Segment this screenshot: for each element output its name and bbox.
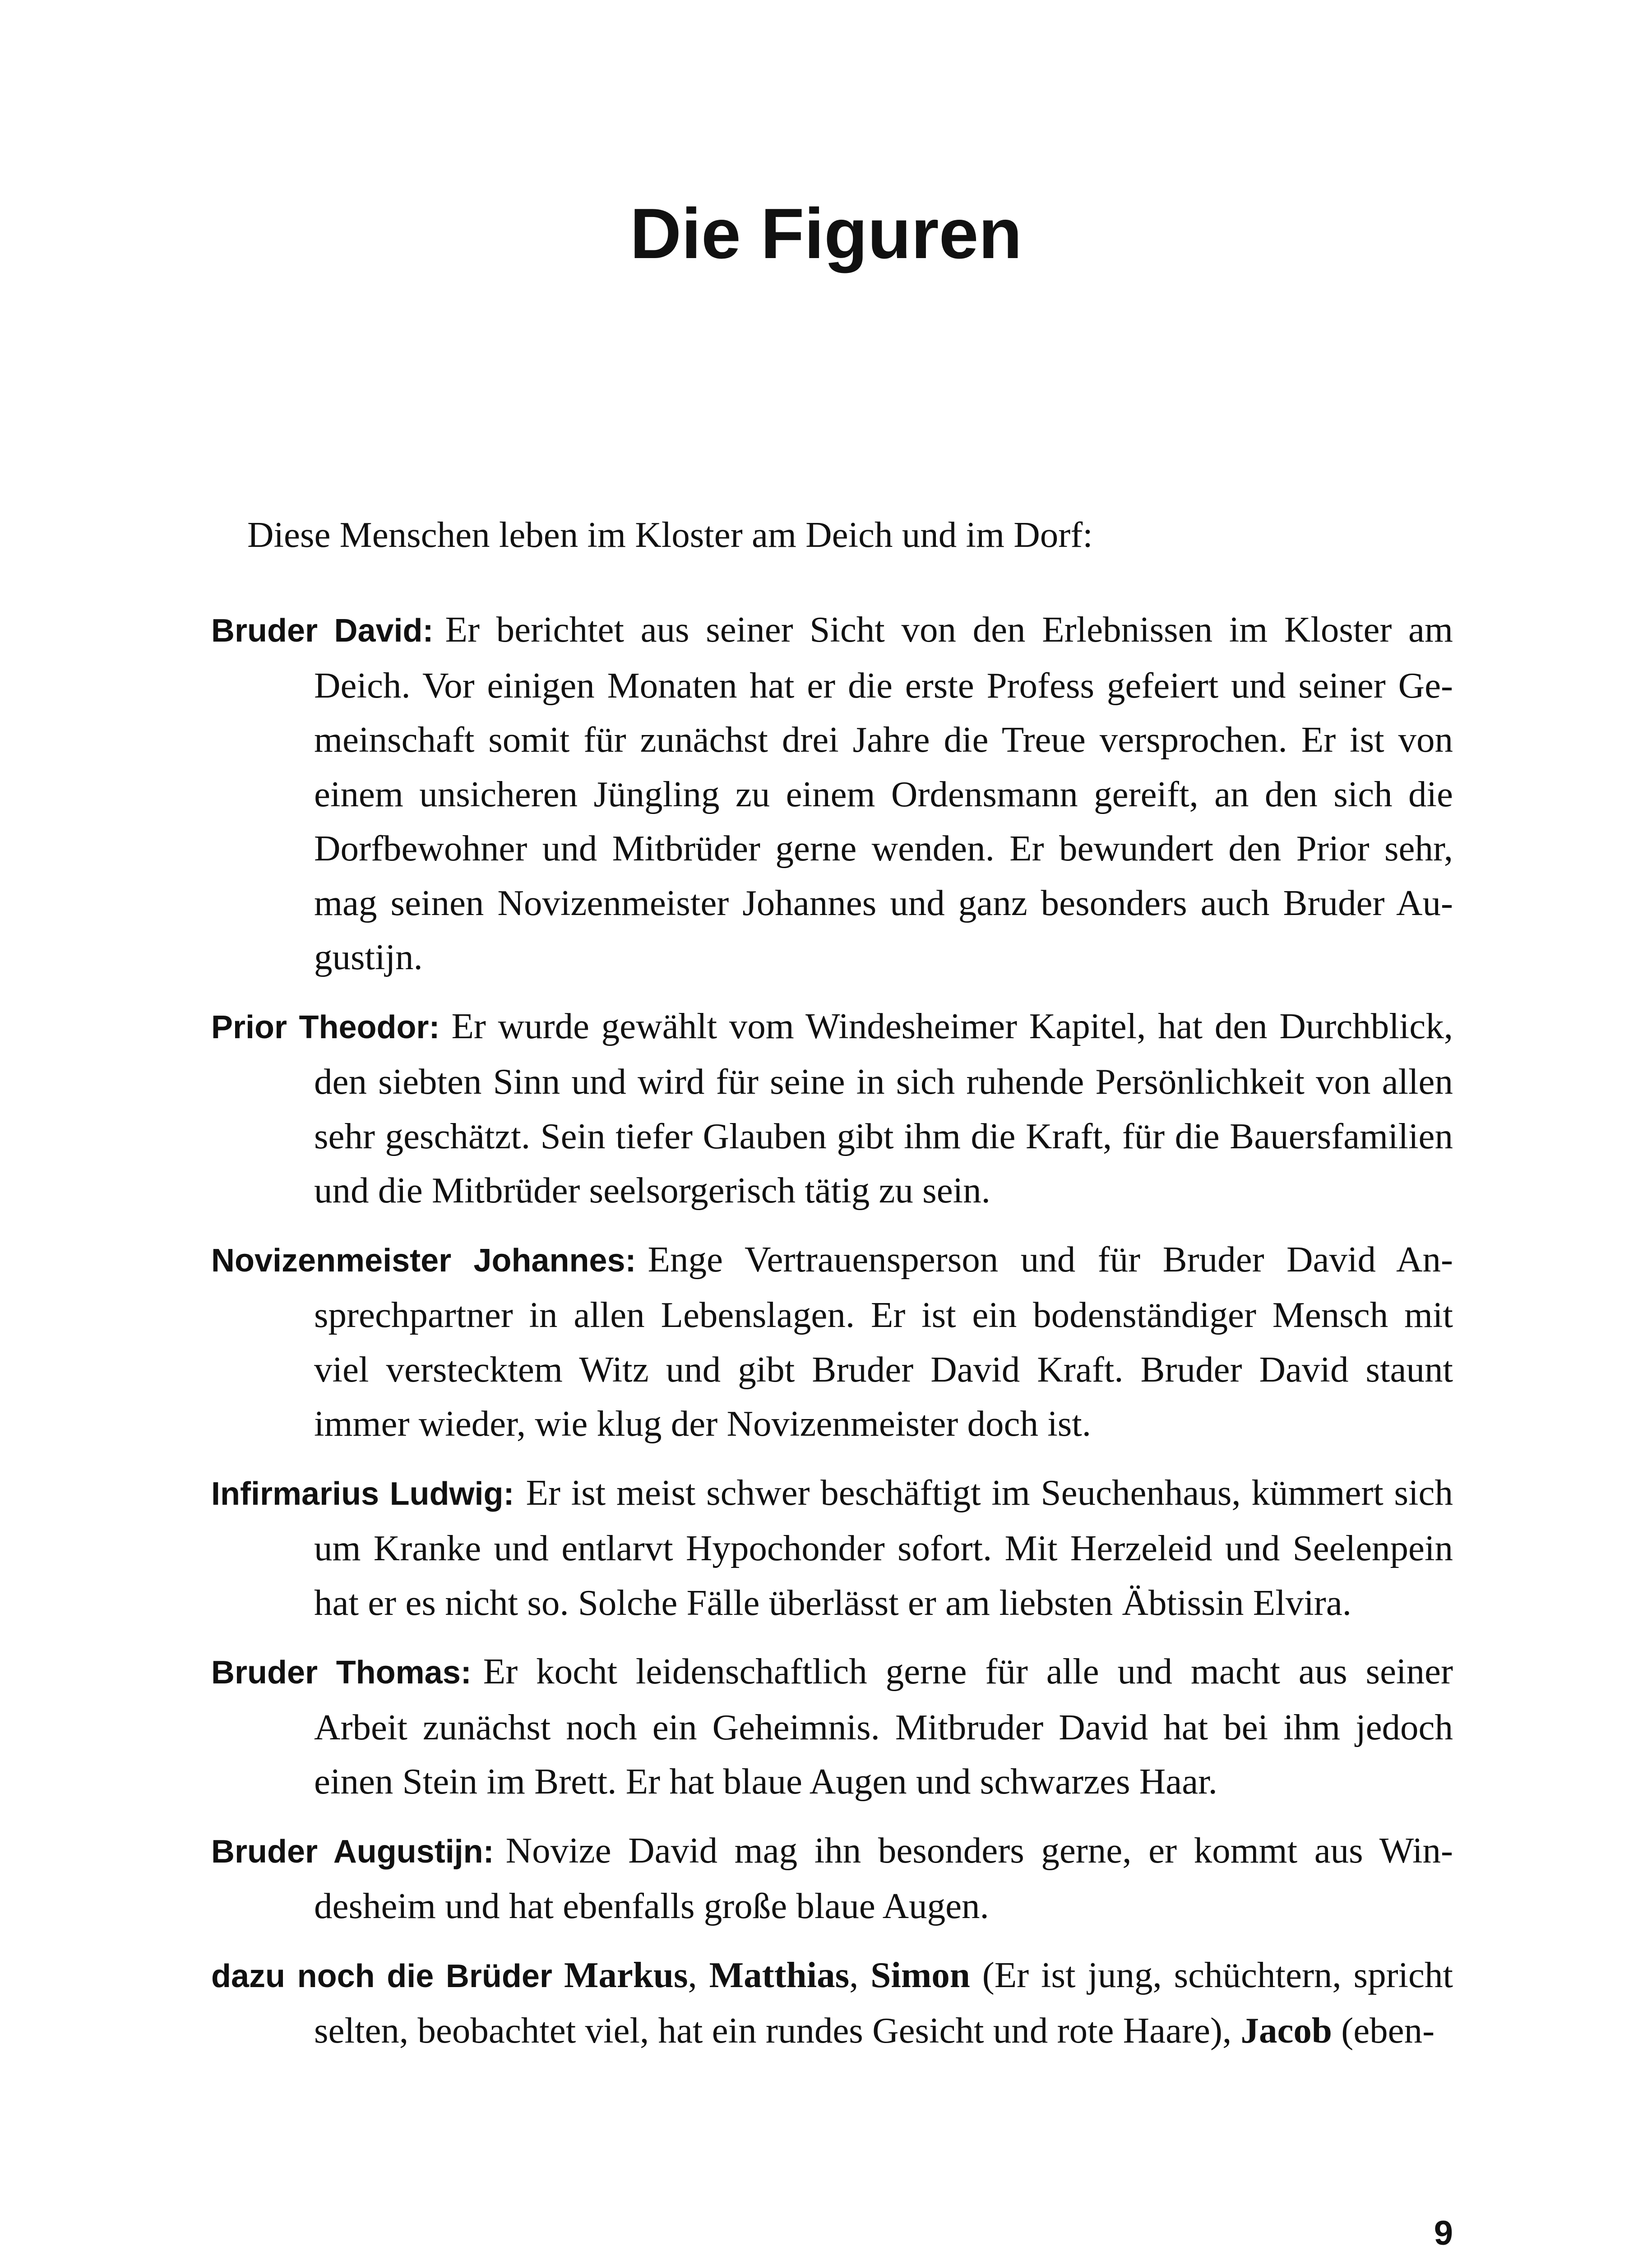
character-name: Infirmarius Ludwig:	[211, 1475, 514, 1512]
intro-text: Diese Menschen leben im Kloster am Deich und im Dorf:	[247, 514, 1093, 555]
character-description: Er ist meist schwer beschäftigt im Seuchenhaus, kümmert sich um Kranke und entlarvt Hypochonder sofort. Mit Herzeleid und Seelenpein hat er es nicht so. Solche Fälle überlässt er am liebsten Äbtissin Elvira.	[314, 1472, 1453, 1623]
character-description: Enge Vertrauensperson und für Bruder David Ansprechpartner in allen Lebenslagen. Er ist ein bodenständiger Mensch mit viel verstecktem Witz und gibt Bruder David Kraft. Bruder David staunt immer wieder, wie klug der Novizenmeister doch ist.	[314, 1239, 1453, 1444]
brother-name-simon: Simon	[870, 1954, 970, 1995]
separator: ,	[849, 1954, 871, 1995]
jacob-description: (eben-	[1332, 2010, 1435, 2051]
character-name: Bruder Thomas:	[211, 1655, 472, 1691]
character-description: Er wurde gewählt vom Windesheimer Kapitel, hat den Durchblick, den siebten Sinn und wird für seine in sich ruhende Persönlichkeit von allen sehr geschätzt. Sein tiefer Glauben gibt ihm die Kraft, für die Bauersfamilien und die Mitbrüder seelsorgerisch tätig zu sein.	[314, 1005, 1453, 1211]
brother-name-markus: Markus	[564, 1954, 688, 1995]
page-number: 9	[1434, 2214, 1453, 2252]
character-entry-johannes	[211, 1232, 1453, 1451]
character-name: Bruder Augustijn:	[211, 1833, 494, 1870]
simon-description: (Er ist jung, schüchtern, spricht selten, beobachtet viel, hat ein rundes Gesicht und rote Haare),	[314, 1954, 1453, 2051]
brothers-lead: dazu noch die Brüder	[211, 1958, 552, 1994]
separator: ,	[688, 1954, 709, 1995]
character-entry-david	[211, 602, 1453, 985]
character-name: Bruder David:	[211, 613, 434, 649]
character-entry-theodor	[211, 999, 1453, 1218]
character-name: Novizenmeister Johannes:	[211, 1242, 636, 1279]
character-entry-thomas	[211, 1644, 1453, 1809]
character-list	[211, 602, 1453, 2072]
character-name: Prior Theodor:	[211, 1009, 440, 1045]
character-description: Novize David mag ihn besonders gerne, er kommt aus Windesheim und hat ebenfalls große blaue Augen.	[314, 1830, 1453, 1926]
character-entry-brothers	[211, 1948, 1453, 2058]
brother-name-matthias: Matthias	[709, 1954, 850, 1995]
character-description: Er berichtet aus seiner Sicht von den Erlebnissen im Kloster am Deich. Vor einigen Monaten hat er die erste Profess gefeiert und seiner Gemeinschaft somit für zunächst drei Jahre die Treue versprochen. Er ist von einem unsicheren Jüngling zu einem Ordensmann gereift, an den sich die Dorfbewohner und Mitbrüder gerne wenden. Er bewundert den Prior sehr, mag seinen Novizenmeister Johannes und ganz besonders auch Bruder Augustijn.	[314, 609, 1453, 977]
brother-name-jacob: Jacob	[1240, 2010, 1332, 2051]
character-entry-augustijn	[211, 1823, 1453, 1933]
character-entry-ludwig	[211, 1465, 1453, 1630]
character-description: Er kocht leidenschaftlich gerne für alle und macht aus seiner Arbeit zunächst noch ein Geheimnis. Mitbruder David hat bei ihm jedoch einen Stein im Brett. Er hat blaue Augen und schwarzes Haar.	[314, 1651, 1453, 1802]
page-title: Die Figuren	[629, 194, 1023, 273]
